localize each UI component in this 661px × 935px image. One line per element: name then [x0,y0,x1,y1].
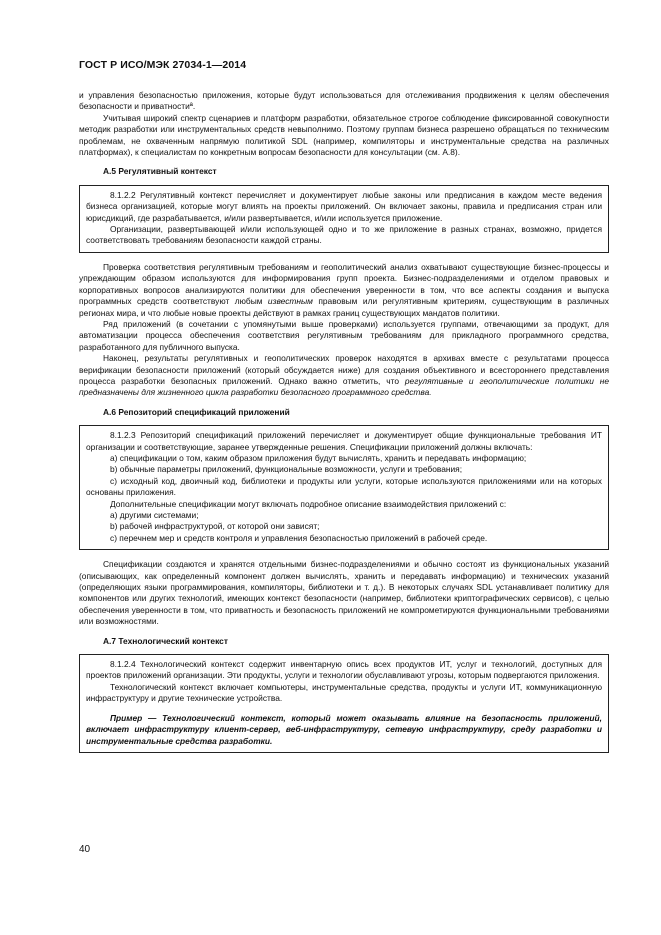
body-paragraph [79,353,609,399]
box-paragraph: Технологический контекст включает компьютеры, инструментальные средства, продукты и услуги ИТ, коммуникационную инфраструктуру и другие технические устройства. [86,681,602,704]
text-run: Проверка соответствия регулятивным требованиям и геополитический анализ охватывают существующие бизнес-процессы и упреждающим образом используются для информирования групп проекта. Бизнес-подразделениями и отделом правовых и корпоративных вопросов анализируются политики для обеспечения уверенности в том, что все аспекты создания и выпуска программных средств соответствуют любым [79,261,609,307]
list-item: b) обычные параметры приложений, функциональные возможности, услуги и требования; [110,464,463,475]
box-paragraph: Организации, развертывающей и/или использующей одно и то же приложение в разных странах, возможно, придется соответствовать требованиям безопасности каждой страны. [86,224,602,246]
list-item: с) перечнем мер и средств контроля и управления безопасностью приложений в рабочей среде. [110,532,488,543]
list-item: а) другими системами; [110,510,199,520]
list-item: а) спецификации о том, каким образом приложения будут вычислять, хранить и передавать информацию; [110,452,527,463]
page-number: 40 [79,844,91,855]
box-paragraph: 8.1.2.4 Технологический контекст содержит инвентарную опись всех продуктов ИТ, услуг и технологий, доступных для проектов приложений организации. Эти продукты, услуги и технологии обуславливают угрозы, которым подвергаются приложения. [86,659,602,681]
document-header: ГОСТ Р ИСО/МЭК 27034-1—2014 [79,59,247,71]
section-heading-a7: А.7 Технологический контекст [103,635,228,646]
box-paragraph: 8.1.2.2 Регулятивный контекст перечисляет и документирует любые законы или предписания в каждом месте ведения бизнеса организацией, которые могут влиять на проекты приложений. Он включает законы, правила и предписания стран или юрисдикций, где разрабатывается, и/или развертывается, и/или используется приложение. [86,189,602,223]
body-paragraph: Ряд приложений (в сочетании с упомянутыми выше проверками) используется группами, отвечающими за продукт, для автоматизации процесса обеспечения соответствия регулятивным требованиям для прикладного программного средства, разработанного для публичного выпуска. [79,318,609,352]
intro-paragraph-2: Учитывая широкий спектр сценариев и платформ разработки, обязательное строгое соблюдение фиксированной совокупности методик разработки или инструментальных средств невыполнимо. Поэтому группам бизнеса разрешено обращаться по техническим проблемам, не охваченным напрямую политикой SDL (например, компиляторы и инструментальные средства на различных платформах), к специалистам по конкретным вопросам безопасности для консультации (см. А.8). [79,112,609,158]
quote-box-application-specifications [79,425,609,550]
quote-box-technological-context [79,654,609,753]
text-run-italic: известным [267,296,313,307]
text-run-italic: регулятивные и геополитические политики не предназначены для жизненного цикла разработки безопасного программного средства. [79,375,609,398]
body-paragraph [79,262,609,319]
section-heading-a5: А.5 Регулятивный контекст [103,166,217,177]
body-paragraph: Спецификации создаются и хранятся отдельными бизнес-подразделениями и обычно состоят из функциональных указаний (описывающих, как определенный компонент должен вычислять, хранить и передавать информацию) и технических указаний (определяющих языки программирования, компиляторы, библиотеки и т. д.). В некоторых случаях SDL устанавливает политику для компонентов или других технологий, имеющих контекст безопасности (например, библиотеки криптографических сервисов), с целью обеспечения уверенности в том, что приватность и безопасность приложений не компрометируются функциональными требованиями или возможностями. [79,559,609,627]
text-run: правовым или регулятивным критериям, существующим в различных регионах мира, и что любые новые проекты действуют в рамках границ существующих мандатов политики. [79,296,609,318]
text-run: Наконец, результаты регулятивных и геополитических проверок находятся в архивах вместе с результатами процесса верификации безопасности приложений (который обсуждается ниже) для создания объективного и всестороннего представления процесса разработки безопасных приложений. Однако важно отметить, что [79,353,609,386]
box-paragraph: 8.1.2.3 Репозиторий спецификаций приложений перечисляет и документирует общие функциональные требования ИТ организации и соответствующие, заранее утвержденные решения. Спецификации приложений должны включать: [86,430,602,452]
example-paragraph: Пример — Технологический контекст, который может оказывать влияние на безопасность приложений, включает инфраструктуру клиент-сервер, веб-инфраструктуру, сетевую инфраструктуру, среду разработки и инструментальные средства разработки. [86,712,602,746]
section-heading-a6: А.6 Репозиторий спецификаций приложений [103,406,290,417]
box-paragraph: Дополнительные спецификации могут включать подробное описание взаимодействия приложений с: [110,498,507,509]
document-body [79,90,609,762]
quote-box-regulatory-context [79,185,609,253]
list-item: b) рабочей инфраструктурой, от которой они зависят; [110,521,320,532]
list-item: с) исходный код, двоичный код, библиотеки и продукты или услуги, которые используются приложениями или на которых основаны приложения. [86,475,602,498]
intro-paragraph-1: и управления безопасностью приложения, которые будут использоваться для отслеживания продвижения к целям обеспечения безопасности и приватностиª. [79,90,609,112]
